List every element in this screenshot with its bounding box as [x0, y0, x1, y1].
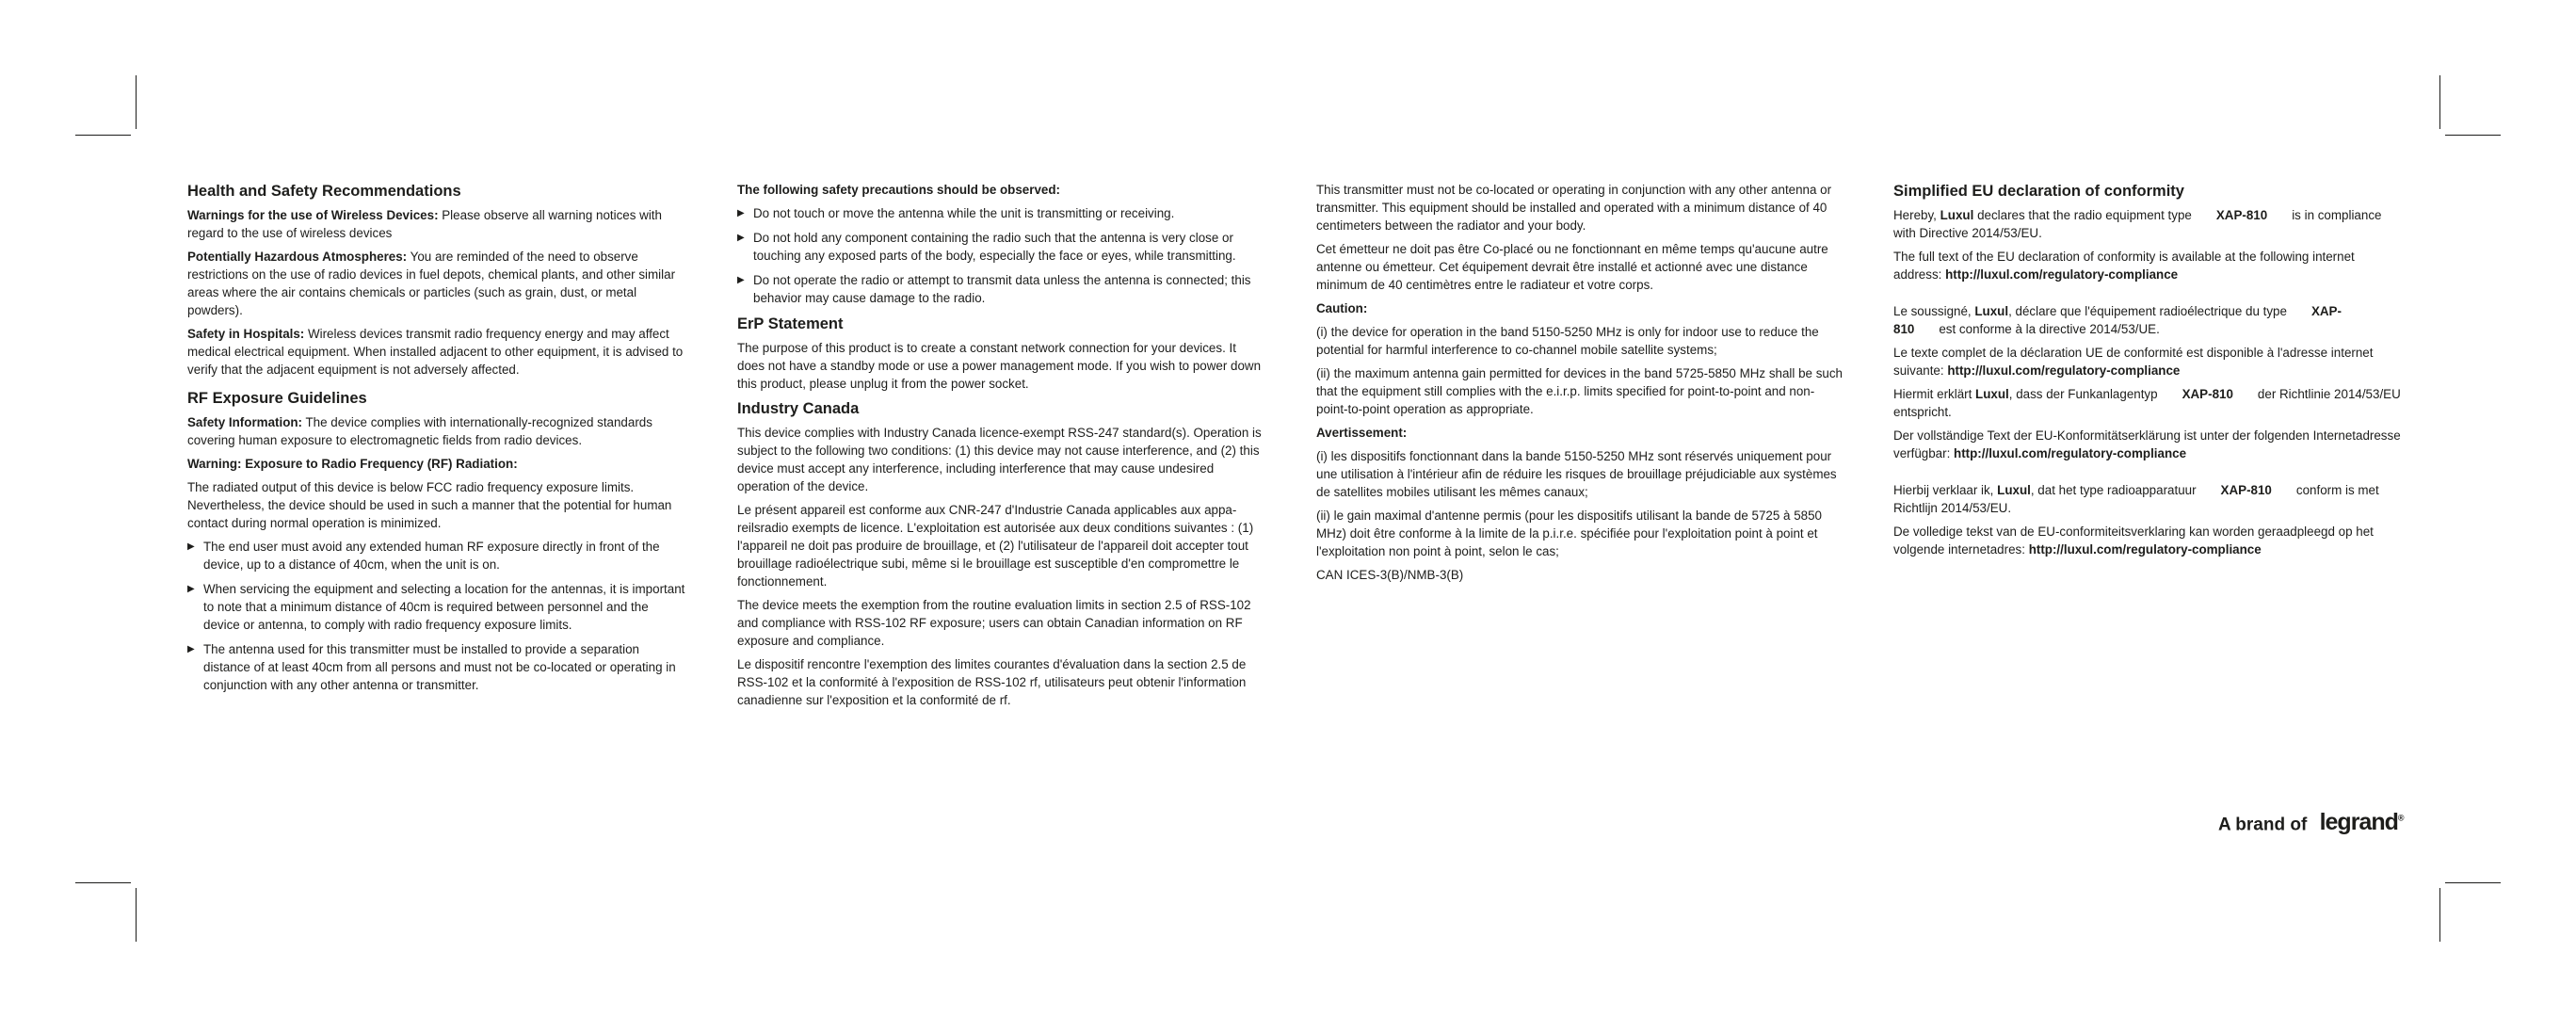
brand-prefix: A brand of [2218, 815, 2308, 835]
crop-mark [2439, 888, 2440, 942]
ic-paragraph: The device meets the exemption from the routine evaluation limits in section 2.5 of RSS-102 and compliance with RSS-102 RF exposure; users can obtain Canadian information on RF exposure and compliance. [737, 598, 1251, 648]
list-item: ▶ Do not operate the radio or attempt to transmit data unless the antenna is connected; this behavior may cause damage to the radio. [737, 273, 1251, 305]
declaration-en-url: The full text of the EU declaration of conformity is available at the following internet address: http://luxul.com/regulatory-compliance [1893, 250, 2355, 282]
industry-canada-heading: Industry Canada [737, 400, 860, 417]
compliance-link[interactable]: http://luxul.com/regulatory-compliance [1945, 267, 2179, 282]
list-item: ▶ Do not touch or move the antenna while the unit is transmitting or receiving. [737, 206, 1175, 220]
triangle-bullet-icon: ▶ [737, 208, 745, 218]
declaration-nl-url: De volledige tekst van de EU-conformiteitsverklaring kan worden geraadpleegd op het volgende internetadres: http://luxul.com/regulatory-compliance [1893, 525, 2374, 557]
crop-mark [136, 75, 137, 129]
list-item: ▶ When servicing the equipment and selecting a location for the antennas, it is important to note that a minimum distance of 40cm is required between personnel and the device or antenna, to comply with radio frequency exposure limits. [187, 582, 685, 632]
crop-mark [75, 882, 131, 883]
list-item: ▶ Do not hold any component containing the radio such that the antenna is very close or touching any exposed parts of the body, especially the face or eyes, while transmitting. [737, 231, 1236, 263]
legrand-logo: legrand® [2319, 809, 2404, 836]
column-precautions [737, 181, 1266, 715]
triangle-bullet-icon: ▶ [187, 584, 195, 594]
avertissement-item: (ii) le gain maximal d'antenne permis (pour les dispositifs utilisant la bande de 5725 à 5850 MHz) doit être conforme à la limite de la p.i.r.e. spécifiée pour l'exploitation point à point et l'exploitation non point à point, selon le cas; [1316, 508, 1822, 558]
caution-item: (i) the device for operation in the band 5150-5250 MHz is only for indoor use to reduce the potential for harmful interference to co-channel mobile satellite systems; [1316, 325, 1819, 357]
crop-mark [136, 888, 137, 942]
column-health-safety [187, 181, 686, 701]
compliance-link[interactable]: http://luxul.com/regulatory-compliance [2028, 542, 2262, 557]
ices-statement: CAN ICES-3(B)/NMB-3(B) [1316, 568, 1464, 582]
crop-mark [75, 135, 131, 136]
rf-exposure-heading: RF Exposure Guidelines [187, 390, 367, 407]
ic-paragraph: This device complies with Industry Canada licence-exempt RSS-247 standard(s). Operation is subject to the following two conditions: (1) this device may not cause interference, and (2) this device must accept any interference, including interference that may cause undesired operation of the device. [737, 426, 1262, 493]
declaration-nl: Hierbij verklaar ik, Luxul, dat het type radioapparatuur XAP-810 conform is met Richtlijn 2014/53/EU. [1893, 483, 2379, 515]
brand-footer [2218, 809, 2404, 836]
list-item: ▶ The antenna used for this transmitter must be installed to provide a separation distance of at least 40cm from all persons and must not be co-located or operating in conjunction with any other antenna or transmitter. [187, 642, 676, 692]
avertissement-item: (i) les dispositifs fonctionnant dans la bande 5150-5250 MHz sont réservés uniquement pour une utilisation à l'intérieur afin de réduire les risques de brouillage préjudiciable aux systèmes de satellites mobiles utilisant les mêmes canaux; [1316, 449, 1837, 499]
declaration-de: Hiermit erklärt Luxul, dass der Funkanlagentyp XAP-810 der Richtlinie 2014/53/EU entspricht. [1893, 387, 2401, 419]
erp-statement: The purpose of this product is to create a constant network connection for your devices. It does not have a standby mode or use a power management mode. If you wish to power down this product, please unplug it from the power socket. [737, 341, 1262, 391]
precautions-list [737, 204, 1266, 307]
compliance-link[interactable]: http://luxul.com/regulatory-compliance [1954, 446, 2187, 460]
avertissement-label: Avertissement: [1316, 426, 1408, 440]
list-item: ▶ The end user must avoid any extended human RF exposure directly in front of the device, up to a distance of 40cm, when the unit is on. [187, 540, 660, 572]
rf-radiation-warning: Warning: Exposure to Radio Frequency (RF) Radiation: [187, 457, 518, 471]
column-transmitter [1316, 181, 1843, 589]
precautions-heading: The following safety precautions should be observed: [737, 183, 1060, 197]
triangle-bullet-icon: ▶ [187, 644, 195, 654]
column-eu-declaration [1893, 181, 2402, 564]
colocation-statement-fr: Cet émetteur ne doit pas être Co-placé ou ne fonctionnant en même temps qu'aucune autre antenne ou émetteur. Cet équipement devrait être installé et actionné avec une distance minimum de 40 centimètres entre le radiateur et votre corps. [1316, 242, 1828, 292]
wireless-warning: Warnings for the use of Wireless Devices: Please observe all warning notices with regard to the use of wireless devices [187, 208, 662, 240]
declaration-fr: Le soussigné, Luxul, déclare que l'équipement radioélectrique du type XAP-810 est conforme à la directive 2014/53/UE. [1893, 304, 2342, 336]
declaration-fr-url: Le texte complet de la déclaration UE de conformité est disponible à l'adresse internet suivante: http://luxul.com/regulatory-compliance [1893, 346, 2374, 378]
ic-paragraph: Le dispositif rencontre l'exemption des limites courantes d'évaluation dans la section 2.5 de RSS-102 et la conformité à l'exposition de RSS-102 rf, utilisateurs peut obtenir l'information canadienne sur l'exposition et la conformité de rf. [737, 657, 1247, 707]
rf-output-statement: The radiated output of this device is below FCC radio frequency exposure limits. Nevertheless, the device should be used in such a manner that the potential for human contact during normal operation is minimized. [187, 480, 672, 530]
declaration-en: Hereby, Luxul declares that the radio equipment type XAP-810 is in compliance with Directive 2014/53/EU. [1893, 208, 2382, 240]
hazardous-atmospheres: Potentially Hazardous Atmospheres: You are reminded of the need to observe restrictions on the use of radio devices in fuel depots, chemical plants, and other similar areas where the air contains chemicals or particles (such as grain, dust, or metal powders). [187, 250, 676, 317]
triangle-bullet-icon: ▶ [737, 233, 745, 243]
crop-mark [2439, 75, 2440, 129]
crop-mark [2445, 135, 2501, 136]
compliance-link[interactable]: http://luxul.com/regulatory-compliance [1947, 363, 2181, 378]
caution-label: Caution: [1316, 301, 1368, 315]
caution-item: (ii) the maximum antenna gain permitted for devices in the band 5725-5850 MHz shall be such that the equipment still complies with the e.i.r.p. limits specified for point-to-point and non-point-to-point operation as appropriate. [1316, 366, 1843, 416]
declaration-de-url: Der vollständige Text der EU-Konformitätserklärung ist unter der folgenden Internetadresse verfügbar: http://luxul.com/regulatory-compliance [1893, 428, 2401, 460]
colocation-statement: This transmitter must not be co-located or operating in conjunction with any other antenna or transmitter. This equipment should be installed and operated with a minimum distance of 40 centimeters between the radiator and your body. [1316, 183, 1832, 233]
triangle-bullet-icon: ▶ [187, 541, 195, 552]
safety-in-hospitals: Safety in Hospitals: Wireless devices transmit radio frequency energy and may affect medical electrical equipment. When installed adjacent to other equipment, it is advised to verify that the adjacent equipment is not adversely affected. [187, 327, 684, 377]
crop-mark [2445, 882, 2501, 883]
ic-paragraph: Le présent appareil est conforme aux CNR-247 d'Industrie Canada applicables aux appa-reilsradio exempts de licence. L'exploitation est autorisée aux deux conditions suivantes : (1) l'appareil ne doit pas produire de brouillage, et (2) l'utilisateur de l'appareil doit accepter tout brouillage radioélectrique subi, même si le brouillage est susceptible d'en compromettre le fonctionnement. [737, 503, 1254, 589]
eu-declaration-heading: Simplified EU declaration of conformity [1893, 183, 2184, 200]
safety-information: Safety Information: The device complies with internationally-recognized standards covering human exposure to electromagnetic fields from radio devices. [187, 415, 652, 447]
erp-heading: ErP Statement [737, 315, 844, 332]
rf-bullet-list [187, 538, 686, 694]
triangle-bullet-icon: ▶ [737, 275, 745, 285]
health-safety-heading: Health and Safety Recommendations [187, 183, 461, 200]
